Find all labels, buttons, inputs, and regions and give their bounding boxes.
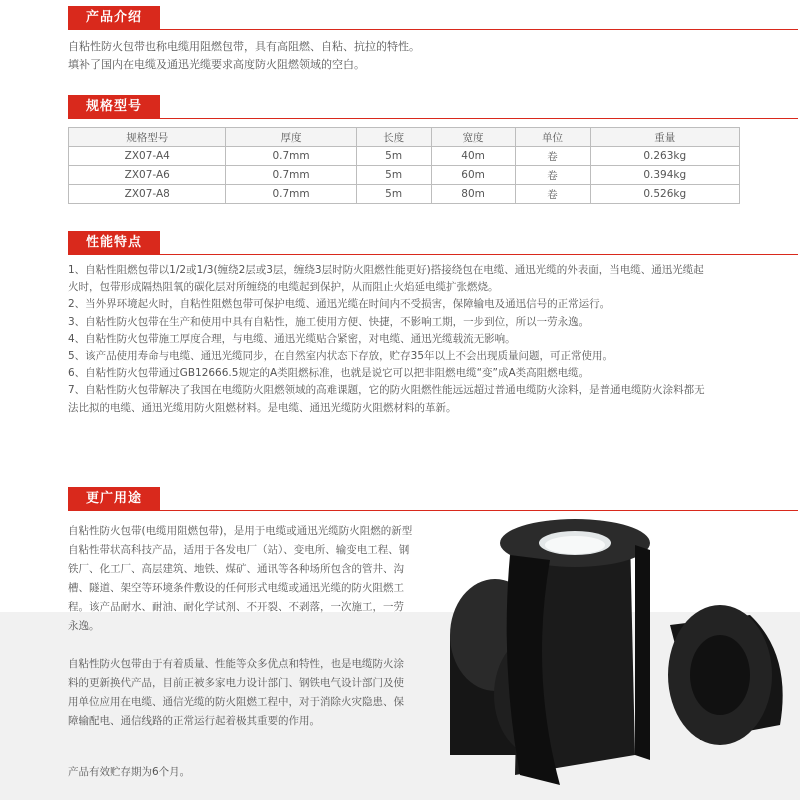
- table-cell: 5m: [356, 147, 431, 166]
- section-header-spec: [68, 95, 800, 119]
- section-divider: [68, 29, 798, 30]
- table-cell: 0.7mm: [226, 185, 356, 204]
- table-cell: 0.263kg: [590, 147, 739, 166]
- spec-header-model: 规格型号: [69, 128, 226, 147]
- table-cell: 5m: [356, 166, 431, 185]
- feature-item: 1、自粘性阻燃包带以1/2或1/3(缠绕2层或3层，缠绕3层时防火阻燃性能更好)搭接绕包在电缆、通迅光缆的外表面，当电缆、通迅光缆起火时，包带形成隔热阻氧的碳化层对所缠绕的电缆起到保护，从而阻止火焰延电缆扩张燃烧。: [68, 264, 704, 294]
- spec-header-width: 宽度: [431, 128, 515, 147]
- feature-item: 6、自粘性防火包带通过GB12666.5规定的A类阻燃标准，也就是说它可以把非阻燃电缆“变”成A类高阻燃电缆。: [68, 367, 590, 380]
- table-cell: 卷: [515, 166, 590, 185]
- tape-roll-right: [668, 605, 783, 745]
- table-cell: 0.7mm: [226, 147, 356, 166]
- feature-item: 4、自粘性防火包带施工厚度合理，与电缆、通迅光缆贴合紧密，对电缆、通迅光缆载流无影响。: [68, 332, 516, 345]
- intro-line-2: 填补了国内在电缆及通迅光缆要求高度防火阻燃领域的空白。: [68, 58, 365, 71]
- tape-rolls-image: [420, 505, 800, 795]
- table-cell: 40m: [431, 147, 515, 166]
- table-cell: ZX07-A8: [69, 185, 226, 204]
- feature-item: 5、该产品使用寿命与电缆、通迅光缆同步，在自然室内状态下存放，贮存35年以上不会出现质量问题，可正常使用。: [68, 350, 614, 363]
- table-cell: 5m: [356, 185, 431, 204]
- spec-table-header-row: [69, 128, 740, 147]
- shelf-life-note: 产品有效贮存期为6个月。: [68, 766, 191, 778]
- intro-line-1: 自粘性防火包带也称电缆用阻燃包带，具有高阻燃、自粘、抗拉的特性。: [68, 40, 420, 53]
- table-row: [69, 166, 740, 185]
- table-cell: 80m: [431, 185, 515, 204]
- uses-text: [68, 522, 413, 731]
- features-list: [68, 262, 708, 417]
- table-cell: 60m: [431, 166, 515, 185]
- section-title-features: 性能特点: [68, 231, 160, 255]
- intro-text: [68, 38, 768, 74]
- table-cell: 卷: [515, 147, 590, 166]
- section-title-spec: 规格型号: [68, 95, 160, 119]
- feature-item: 2、当外界环境起火时，自粘性阻燃包带可保护电缆、通迅光缆在时间内不受损害，保障输电及通迅信号的正常运行。: [68, 298, 611, 311]
- spec-header-weight: 重量: [590, 128, 739, 147]
- section-title-intro: 产品介绍: [68, 6, 160, 30]
- tape-roll-center: [500, 519, 650, 785]
- section-header-features: [68, 231, 800, 255]
- table-cell: 0.526kg: [590, 185, 739, 204]
- table-row: [69, 185, 740, 204]
- uses-paragraph-1: 自粘性防火包带(电缆用阻燃包带)，是用于电缆或通迅光缆防火阻燃的新型自粘性带状高科技产品，适用于各发电厂（站）、变电所、输变电工程、钢铁厂、化工厂、高层建筑、地铁、煤矿、通讯等各种场所包含的管井、沟槽、隧道、架空等环境条件敷设的任何形式电缆或通迅光缆的防火阻燃工程。该产品耐水、耐油、耐化学试剂、不开裂、不剥落，一次施工，一劳永逸。: [68, 525, 413, 632]
- table-cell: 卷: [515, 185, 590, 204]
- table-cell: 0.394kg: [590, 166, 739, 185]
- spec-table: [68, 127, 740, 204]
- section-divider: [68, 254, 798, 255]
- section-divider: [68, 118, 798, 119]
- spec-header-unit: 单位: [515, 128, 590, 147]
- section-header-intro: [68, 6, 800, 30]
- table-cell: ZX07-A6: [69, 166, 226, 185]
- section-title-uses: 更广用途: [68, 487, 160, 511]
- spec-header-thickness: 厚度: [226, 128, 356, 147]
- table-cell: ZX07-A4: [69, 147, 226, 166]
- table-row: [69, 147, 740, 166]
- uses-paragraph-2: 自粘性防火包带由于有着质量、性能等众多优点和特性，也是电缆防火涂料的更新换代产品，目前正被多家电力设计部门、钢铁电气设计部门及使用单位应用在电缆、通信光缆的防火阻燃工程中，对于消除火灾隐患、保障输配电、通信线路的正常运行起着极其重要的作用。: [68, 658, 404, 727]
- feature-item: 3、自粘性防火包带在生产和使用中具有自粘性，施工使用方便、快捷，不影响工期，一步到位，所以一劳永逸。: [68, 315, 590, 328]
- table-cell: 0.7mm: [226, 166, 356, 185]
- feature-item: 7、自粘性防火包带解决了我国在电缆防火阻燃领域的高难课题，它的防火阻燃性能远远超过普通电缆防火涂料，是普通电缆防火涂料都无法比拟的电缆、通迅光缆用防火阻燃材料。是电缆、通迅光缆防火阻燃材料的革新。: [68, 384, 705, 414]
- spec-header-length: 长度: [356, 128, 431, 147]
